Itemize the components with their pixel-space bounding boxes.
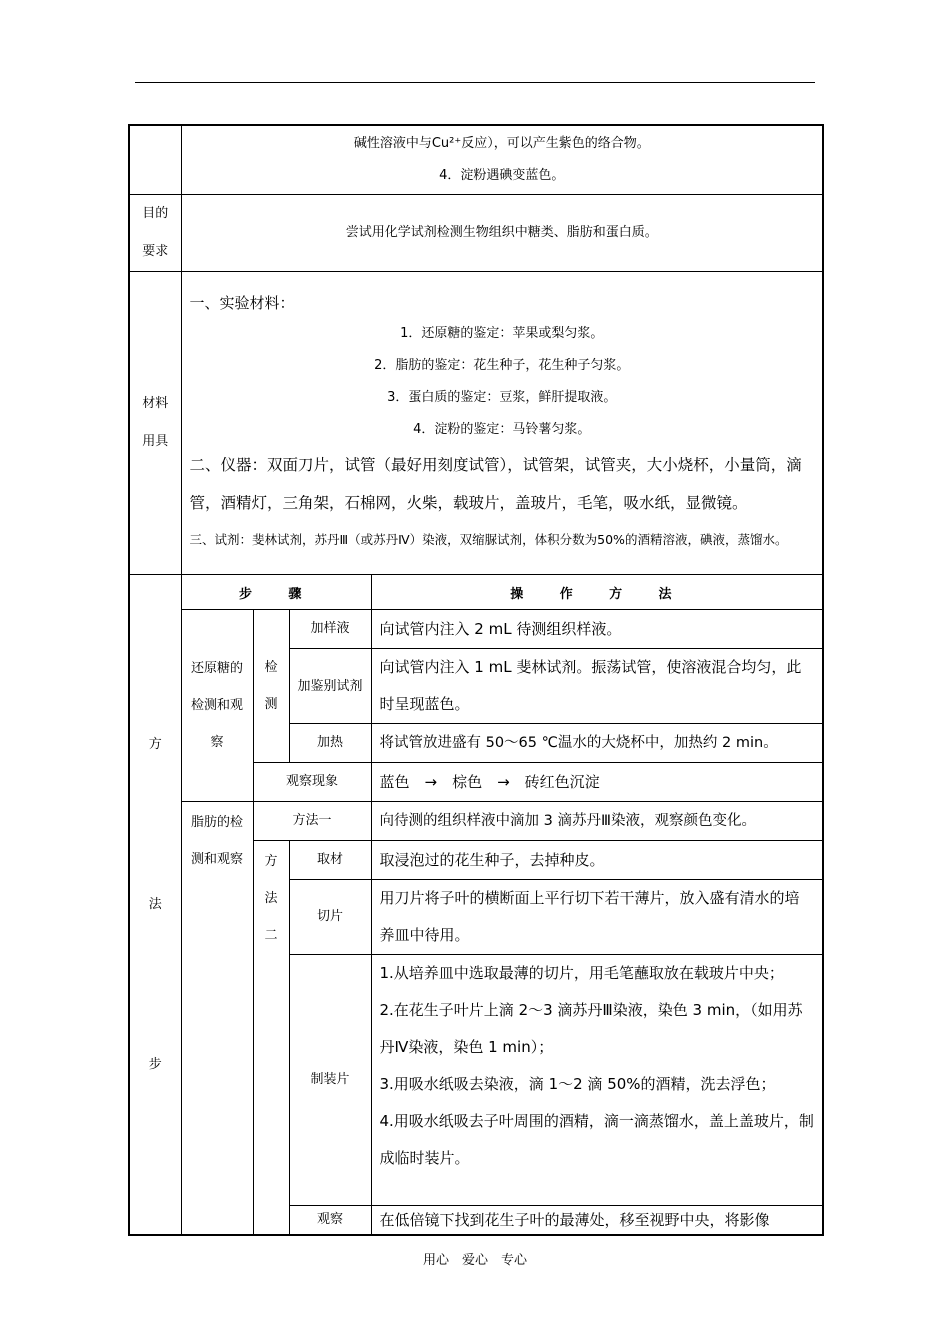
experiment-table xyxy=(128,124,824,1236)
material-item-4: 4．淀粉的鉴定：马铃薯匀浆。 xyxy=(413,422,591,437)
materials-row xyxy=(129,272,823,575)
principle-continued xyxy=(181,125,823,195)
mount-step-4: 4.用吸水纸吸去子叶周围的酒精，滴一滴蒸馏水，盖上盖玻片，制成临时装片。 xyxy=(379,1112,814,1167)
sugar-detect-label: 检测 xyxy=(253,610,289,763)
material-item-1: 1．还原糖的鉴定：苹果或梨匀浆。 xyxy=(400,326,604,341)
method-header-row xyxy=(129,575,823,610)
principle-line-1: 碱性溶液中与Cu²⁺反应），可以产生紫色的络合物。 xyxy=(353,136,650,151)
principle-continued-row xyxy=(129,125,823,195)
method-label xyxy=(129,575,181,1236)
fat-method2-label: 方法二 xyxy=(253,841,289,1236)
fat-op-take: 取浸泡过的花生种子，去掉种皮。 xyxy=(371,841,823,880)
materials-content xyxy=(181,272,823,575)
page-footer: 用心 爱心 专心 xyxy=(422,1253,527,1268)
col-header-step: 步 骤 xyxy=(181,575,371,610)
material-item-3: 3．蛋白质的鉴定：豆浆，鲜肝提取液。 xyxy=(387,390,617,405)
fat-step-mount: 制装片 xyxy=(289,955,371,1206)
empty-label-cell xyxy=(129,125,181,195)
method-label-1: 方 xyxy=(148,736,162,752)
materials-label xyxy=(129,272,181,575)
header-rule xyxy=(135,82,815,83)
purpose-label xyxy=(129,195,181,272)
fat-op-slice: 用刀片将子叶的横断面上平行切下若干薄片，放入盛有清水的培养皿中待用。 xyxy=(371,880,823,955)
sugar-row-1 xyxy=(129,610,823,649)
sugar-step-2: 加鉴别试剂 xyxy=(289,649,371,724)
fat-method1-label: 方法一 xyxy=(253,802,371,841)
mount-step-1: 1.从培养皿中选取最薄的切片，用毛笔蘸取放在载玻片中央； xyxy=(379,964,784,982)
fat-method1: 向待测的组织样液中滴加 3 滴苏丹Ⅲ染液，观察颜色变化。 xyxy=(371,802,823,841)
materials-heading: 一、实验材料： xyxy=(189,294,295,312)
purpose-row xyxy=(129,195,823,272)
fat-op-mount xyxy=(371,955,823,1206)
purpose-label-1: 目的 xyxy=(142,206,169,221)
reagents-text: 三、试剂：斐林试剂，苏丹Ⅲ（或苏丹Ⅳ）染液，双缩脲试剂，体积分数为50%的酒精溶液，碘液，蒸馏水。 xyxy=(189,532,788,547)
principle-line-2: 4．淀粉遇碘变蓝色。 xyxy=(439,168,565,183)
mount-step-3: 3.用吸水纸吸去染液，滴 1～2 滴 50%的酒精，洗去浮色； xyxy=(379,1075,776,1093)
material-item-2: 2．脂肪的鉴定：花生种子，花生种子匀浆。 xyxy=(374,358,630,373)
sugar-step-3: 加热 xyxy=(289,724,371,763)
fat-row-method1 xyxy=(129,802,823,841)
fat-step-observe: 观察 xyxy=(289,1206,371,1236)
sugar-observe-label: 观察现象 xyxy=(253,763,371,802)
mount-step-2: 2.在花生子叶片上滴 2～3 滴苏丹Ⅲ染液，染色 3 min，（如用苏丹Ⅳ染液，染色 1 min）； xyxy=(379,1001,803,1056)
method-label-2: 法 xyxy=(148,896,162,912)
sugar-op-3: 将试管放进盛有 50～65 ℃温水的大烧杯中，加热约 2 min。 xyxy=(371,724,823,763)
instruments-text: 二、仪器：双面刀片，试管（最好用刻度试管），试管架，试管夹，大小烧杯，小量筒，滴管，酒精灯，三角架，石棉网，火柴，载玻片，盖玻片，毛笔，吸水纸，显微镜。 xyxy=(189,456,802,512)
materials-label-1: 材料 xyxy=(142,396,169,411)
sugar-step-1: 加样液 xyxy=(289,610,371,649)
fat-step-slice: 切片 xyxy=(289,880,371,955)
fat-step-take: 取材 xyxy=(289,841,371,880)
fat-op-observe: 在低倍镜下找到花生子叶的最薄处，移至视野中央，将影像 xyxy=(371,1206,823,1236)
sugar-op-2: 向试管内注入 1 mL 斐林试剂。振荡试管，使溶液混合均匀，此时呈现蓝色。 xyxy=(371,649,823,724)
method-label-3: 步 xyxy=(148,1056,162,1072)
sugar-observe: 蓝色 → 棕色 → 砖红色沉淀 xyxy=(371,763,823,802)
col-header-operation: 操 作 方 法 xyxy=(371,575,823,610)
sugar-title: 还原糖的检测和观察 xyxy=(181,610,253,802)
purpose-label-2: 要求 xyxy=(142,244,169,259)
purpose-text: 尝试用化学试剂检测生物组织中糖类、脂肪和蛋白质。 xyxy=(181,195,823,272)
sugar-op-1: 向试管内注入 2 mL 待测组织样液。 xyxy=(371,610,823,649)
fat-title: 脂肪的检测和观察 xyxy=(181,802,253,1236)
materials-label-2: 用具 xyxy=(142,434,169,449)
